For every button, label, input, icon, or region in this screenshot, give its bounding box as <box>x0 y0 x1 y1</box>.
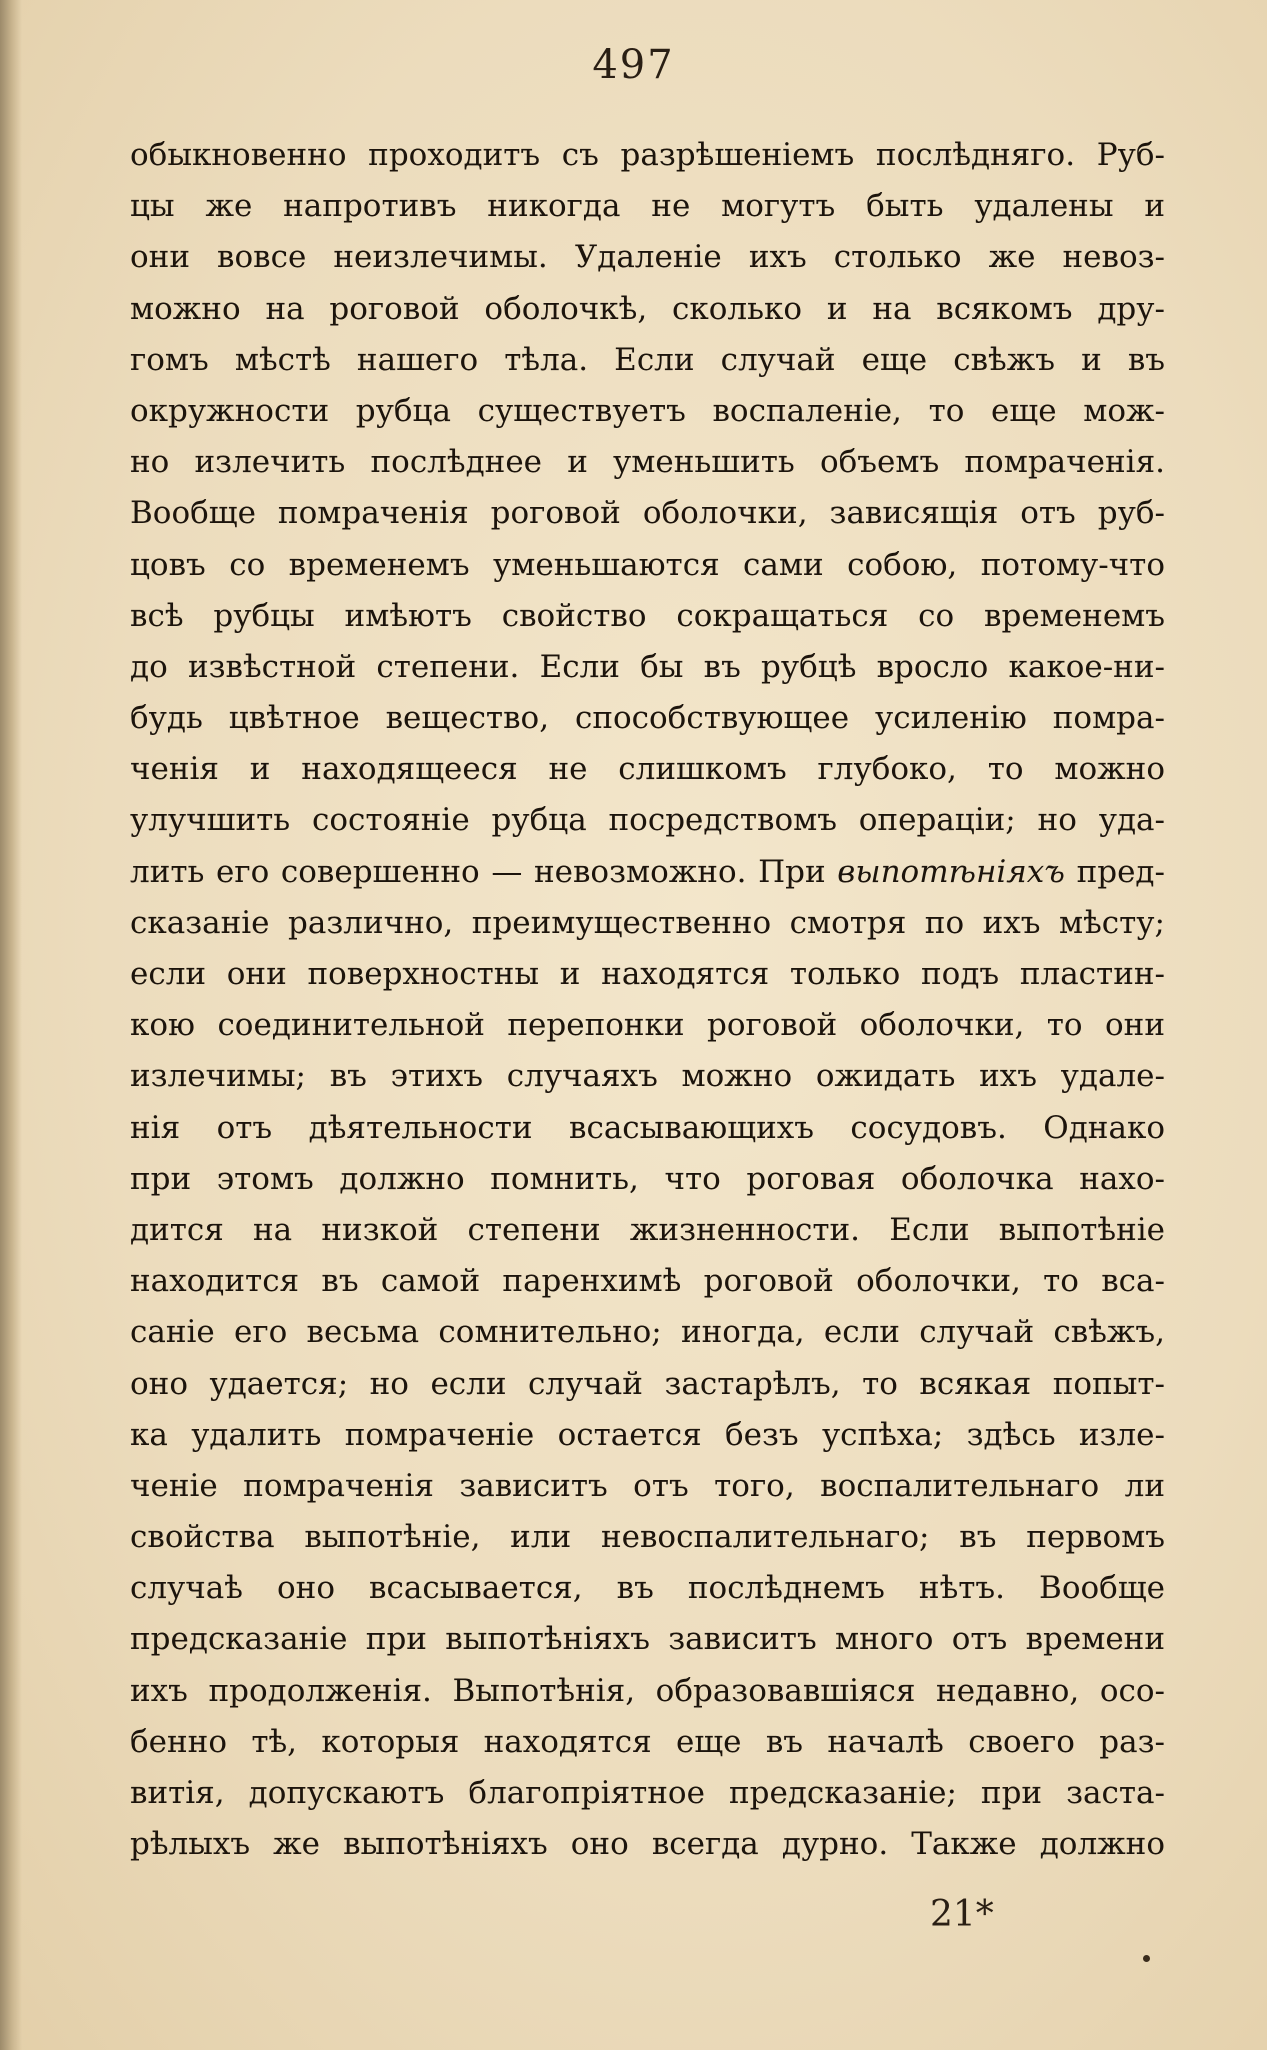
text-line: они вовсе неизлечимы. Удаленіе ихъ столько же невоз- <box>130 239 1165 276</box>
text-line: рѣлыхъ же выпотѣніяхъ оно всегда дурно. Также должно <box>130 1826 1165 1863</box>
text-line: окружности рубца существуетъ воспаленіе, то еще мож- <box>130 392 1165 429</box>
text-line: если они поверхностны и находятся только подъ пластин- <box>130 956 1165 992</box>
text-line: при этомъ должно помнить, что роговая оболочка нахо- <box>130 1160 1165 1197</box>
text-line: витія, допускаютъ благопріятное предсказаніе; при заста- <box>130 1775 1165 1811</box>
italic-term: выпотѣніяхъ <box>837 853 1065 890</box>
text-line: ка удалить помраченіе остается безъ успѣха; здѣсь изле- <box>130 1416 1165 1453</box>
text-line: до извѣстной степени. Если бы въ рубцѣ вросло какое-ни- <box>130 648 1165 685</box>
text-line: гомъ мѣстѣ нашего тѣла. Если случай еще свѣжъ и въ <box>130 341 1165 378</box>
text-line: всѣ рубцы имѣютъ свойство сокращаться со временемъ <box>130 597 1165 634</box>
text-line: предсказаніе при выпотѣніяхъ зависитъ много отъ времени <box>130 1621 1165 1658</box>
text-line: сказаніе различно, преимущественно смотря по ихъ мѣсту; <box>130 904 1165 941</box>
text-line: случаѣ оно всасывается, въ послѣднемъ нѣтъ. Вообще <box>130 1570 1165 1607</box>
text-line: можно на роговой оболочкѣ, сколько и на всякомъ дру- <box>130 290 1165 327</box>
text-line: дится на низкой степени жизненности. Если выпотѣніе <box>130 1211 1165 1248</box>
text-line: цы же напротивъ никогда не могутъ быть удалены и <box>130 188 1165 225</box>
text-line: улучшить состояніе рубца посредствомъ операціи; но уда- <box>130 802 1165 839</box>
text-line: свойства выпотѣніе, или невоспалительнаго; въ первомъ <box>130 1519 1165 1556</box>
text-line: кою соединительной перепонки роговой оболочки, то они <box>130 1007 1165 1044</box>
text-line: находится въ самой паренхимѣ роговой оболочки, то вса- <box>130 1263 1165 1300</box>
text-span: лить его совершенно — невозможно. При <box>130 853 838 890</box>
text-line: излечимы; въ этихъ случаяхъ можно ожидать ихъ удале- <box>130 1058 1165 1095</box>
text-line: ченіе помраченія зависитъ отъ того, воспалительнаго ли <box>130 1467 1165 1504</box>
ink-dot <box>1143 1955 1150 1962</box>
body-text <box>130 130 1165 1870</box>
text-span: пред- <box>1064 853 1165 890</box>
text-line: Вообще помраченія роговой оболочки, зависящія отъ руб- <box>130 495 1165 532</box>
text-line <box>130 847 1165 898</box>
text-line: но излечить послѣднее и уменьшить объемъ помраченія. <box>130 444 1165 481</box>
text-line: ченія и находящееся не слишкомъ глубоко, то можно <box>130 751 1165 788</box>
text-line: ихъ продолженія. Выпотѣнія, образовавшіяся недавно, осо- <box>130 1672 1165 1709</box>
text-line: саніе его весьма сомнительно; иногда, если случай свѣжъ, <box>130 1314 1165 1351</box>
book-spine-shadow <box>0 0 22 2050</box>
page-number: 497 <box>592 42 675 88</box>
text-line: обыкновенно проходитъ съ разрѣшеніемъ послѣдняго. Руб- <box>130 137 1165 173</box>
text-line: нія отъ дѣятельности всасывающихъ сосудовъ. Однако <box>130 1109 1165 1146</box>
text-line: оно удается; но если случай застарѣлъ, то всякая попыт- <box>130 1365 1165 1402</box>
signature-mark: 21* <box>930 1894 994 1935</box>
text-line: бенно тѣ, которыя находятся еще въ началѣ своего раз- <box>130 1723 1165 1760</box>
text-line: будь цвѣтное вещество, способствующее усиленію помра- <box>130 700 1165 737</box>
text-line: цовъ со временемъ уменьшаются сами собою, потому-что <box>130 546 1165 583</box>
